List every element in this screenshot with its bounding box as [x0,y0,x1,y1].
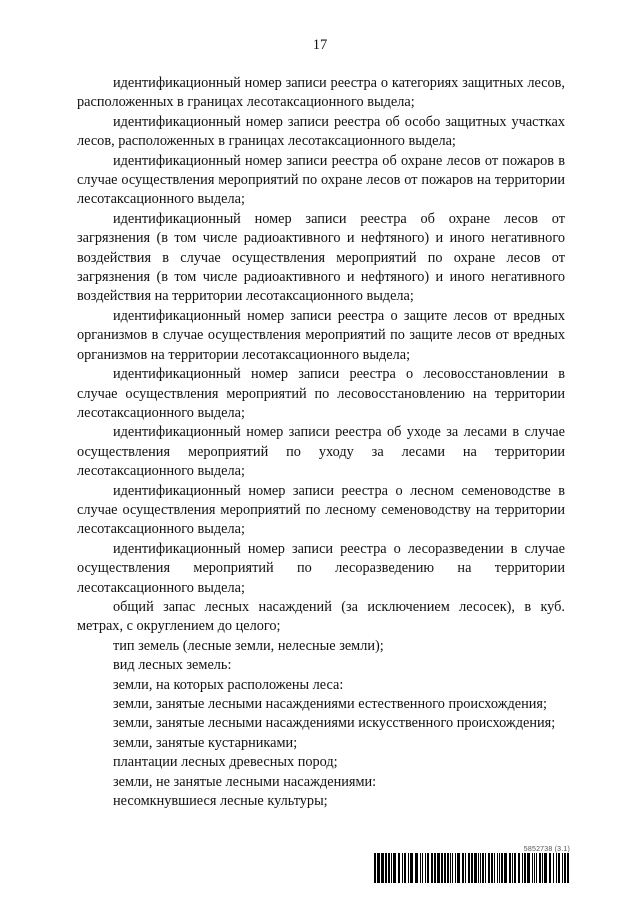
barcode-bar [564,853,566,883]
paragraph: идентификационный номер записи реестра об охране лесов от пожаров в случае осуществления мероприятий по охране лесов от пожаров на территории лесотаксационного выдела; [77,152,565,208]
barcode-bar [388,853,390,883]
barcode-bar [420,853,421,883]
barcode-bar [455,853,456,883]
barcode-bar [488,853,490,883]
barcode-bar [441,853,443,883]
barcode-bar [556,853,557,883]
paragraph: идентификационный номер записи реестра об уходе за лесами в случае осуществления мероприятий по уходу за лесами на территории лесотаксационного выдела; [77,424,565,480]
paragraph: земли, занятые лесными насаждениями искусственного происхождения; [113,715,556,732]
barcode-bar [398,853,400,883]
barcode-bar [512,853,513,883]
barcode-bar [536,853,537,883]
barcode-bar [410,853,413,883]
barcode-bar [457,853,460,883]
paragraph: плантации лесных древесных пород; [113,754,338,771]
barcode-bar [567,853,569,883]
barcode-bar [452,853,453,883]
barcode-bar [408,853,409,883]
barcode-bar [522,853,523,883]
paragraph: идентификационный номер записи реестра о защите лесов от вредных организмов в случае осуществления мероприятий по защите лесов от вредных организмов на территории лесотаксационного выдела; [77,307,565,363]
barcode-bar [491,853,493,883]
barcode-bar [509,853,511,883]
barcode-bar [514,853,516,883]
barcode-bar [501,853,503,883]
barcode-bar [431,853,433,883]
paragraph: земли, занятые кустарниками; [113,734,298,751]
barcode-bar [434,853,436,883]
paragraph: земли, занятые лесными насаждениями естественного происхождения; [113,696,547,712]
barcode-bar [480,853,481,883]
barcode-bar [534,853,535,883]
barcode-bar [549,853,551,883]
barcode-bar [558,853,560,883]
barcode-bar [374,853,376,883]
paragraph: идентификационный номер записи реестра о лесоразведении в случае осуществления мероприятий по лесоразведению на территории лесотаксационного выдела; [77,540,565,596]
barcode-bar [404,853,406,883]
barcode-bar [415,853,418,883]
barcode-bar [518,853,520,883]
barcode-image [374,853,569,883]
barcode-bar [494,853,495,883]
barcode-bar [444,853,446,883]
barcode-bar [393,853,396,883]
paragraph: общий запас лесных насаждений (за исключением лесосек), в куб. метрах, с округлением до целого; [77,598,565,635]
barcode-bar [385,853,387,883]
barcode-bar [478,853,479,883]
paragraph: идентификационный номер записи реестра о лесном семеноводстве в случае осуществления мероприятий по лесному семеноводству на территории лесотаксационного выдела; [77,482,565,538]
barcode-bar [542,853,543,883]
barcode-bar [381,853,384,883]
paragraph: несомкнувшиеся лесные культуры; [113,793,328,810]
barcode-bar [532,853,533,883]
barcode-bar [450,853,451,883]
barcode-bar [539,853,541,883]
document-code: 5852738 (3.1) [523,846,570,853]
barcode-bar [524,853,526,883]
barcode-bar [462,853,464,883]
barcode-bar [544,853,547,883]
barcode-bar [485,853,486,883]
barcode-bar [422,853,423,883]
barcode-bar [504,853,507,883]
barcode-bar [553,853,554,883]
barcode-bar [391,853,392,883]
paragraph: земли, на которых расположены леса: [113,676,344,693]
barcode-bar [497,853,498,883]
barcode-bar [465,853,466,883]
barcode-bar [482,853,484,883]
barcode-bar [499,853,500,883]
barcode-bar [427,853,429,883]
barcode-bar [447,853,449,883]
barcode-bar [562,853,563,883]
barcode-bar [471,853,473,883]
page-number: 17 [312,37,328,53]
paragraph: идентификационный номер записи реестра о категориях защитных лесов, расположенных в границах лесотаксационного выдела; [77,75,565,111]
paragraph: вид лесных земель: [113,657,232,674]
barcode-bar [425,853,426,883]
barcode-bar [468,853,470,883]
paragraph: идентификационный номер записи реестра об охране лесов от загрязнения (в том числе радиоактивного и нефтяного) и иного негативного воздействия в случае осуществления мероприятий по охране лесов от загрязнения (в том числе радиоактивного и нефтяного) и иного негативного воздействия на территории лесотаксационного выдела; [77,210,565,305]
barcode-bar [437,853,440,883]
paragraph: идентификационный номер записи реестра о лесовосстановлении в случае осуществления мероприятий по лесовосстановлению на территории лесотаксационного выдела; [77,366,565,421]
barcode-bar [474,853,477,883]
paragraph: земли, не занятые лесными насаждениями: [113,773,377,790]
paragraph: тип земель (лесные земли, нелесные земли); [113,637,384,654]
barcode-bar [402,853,403,883]
barcode-bar [377,853,380,883]
paragraph: идентификационный номер записи реестра об особо защитных участках лесов, расположенных в границах лесотаксационного выдела; [77,113,565,150]
barcode-bar [527,853,530,883]
document-body [77,74,565,811]
